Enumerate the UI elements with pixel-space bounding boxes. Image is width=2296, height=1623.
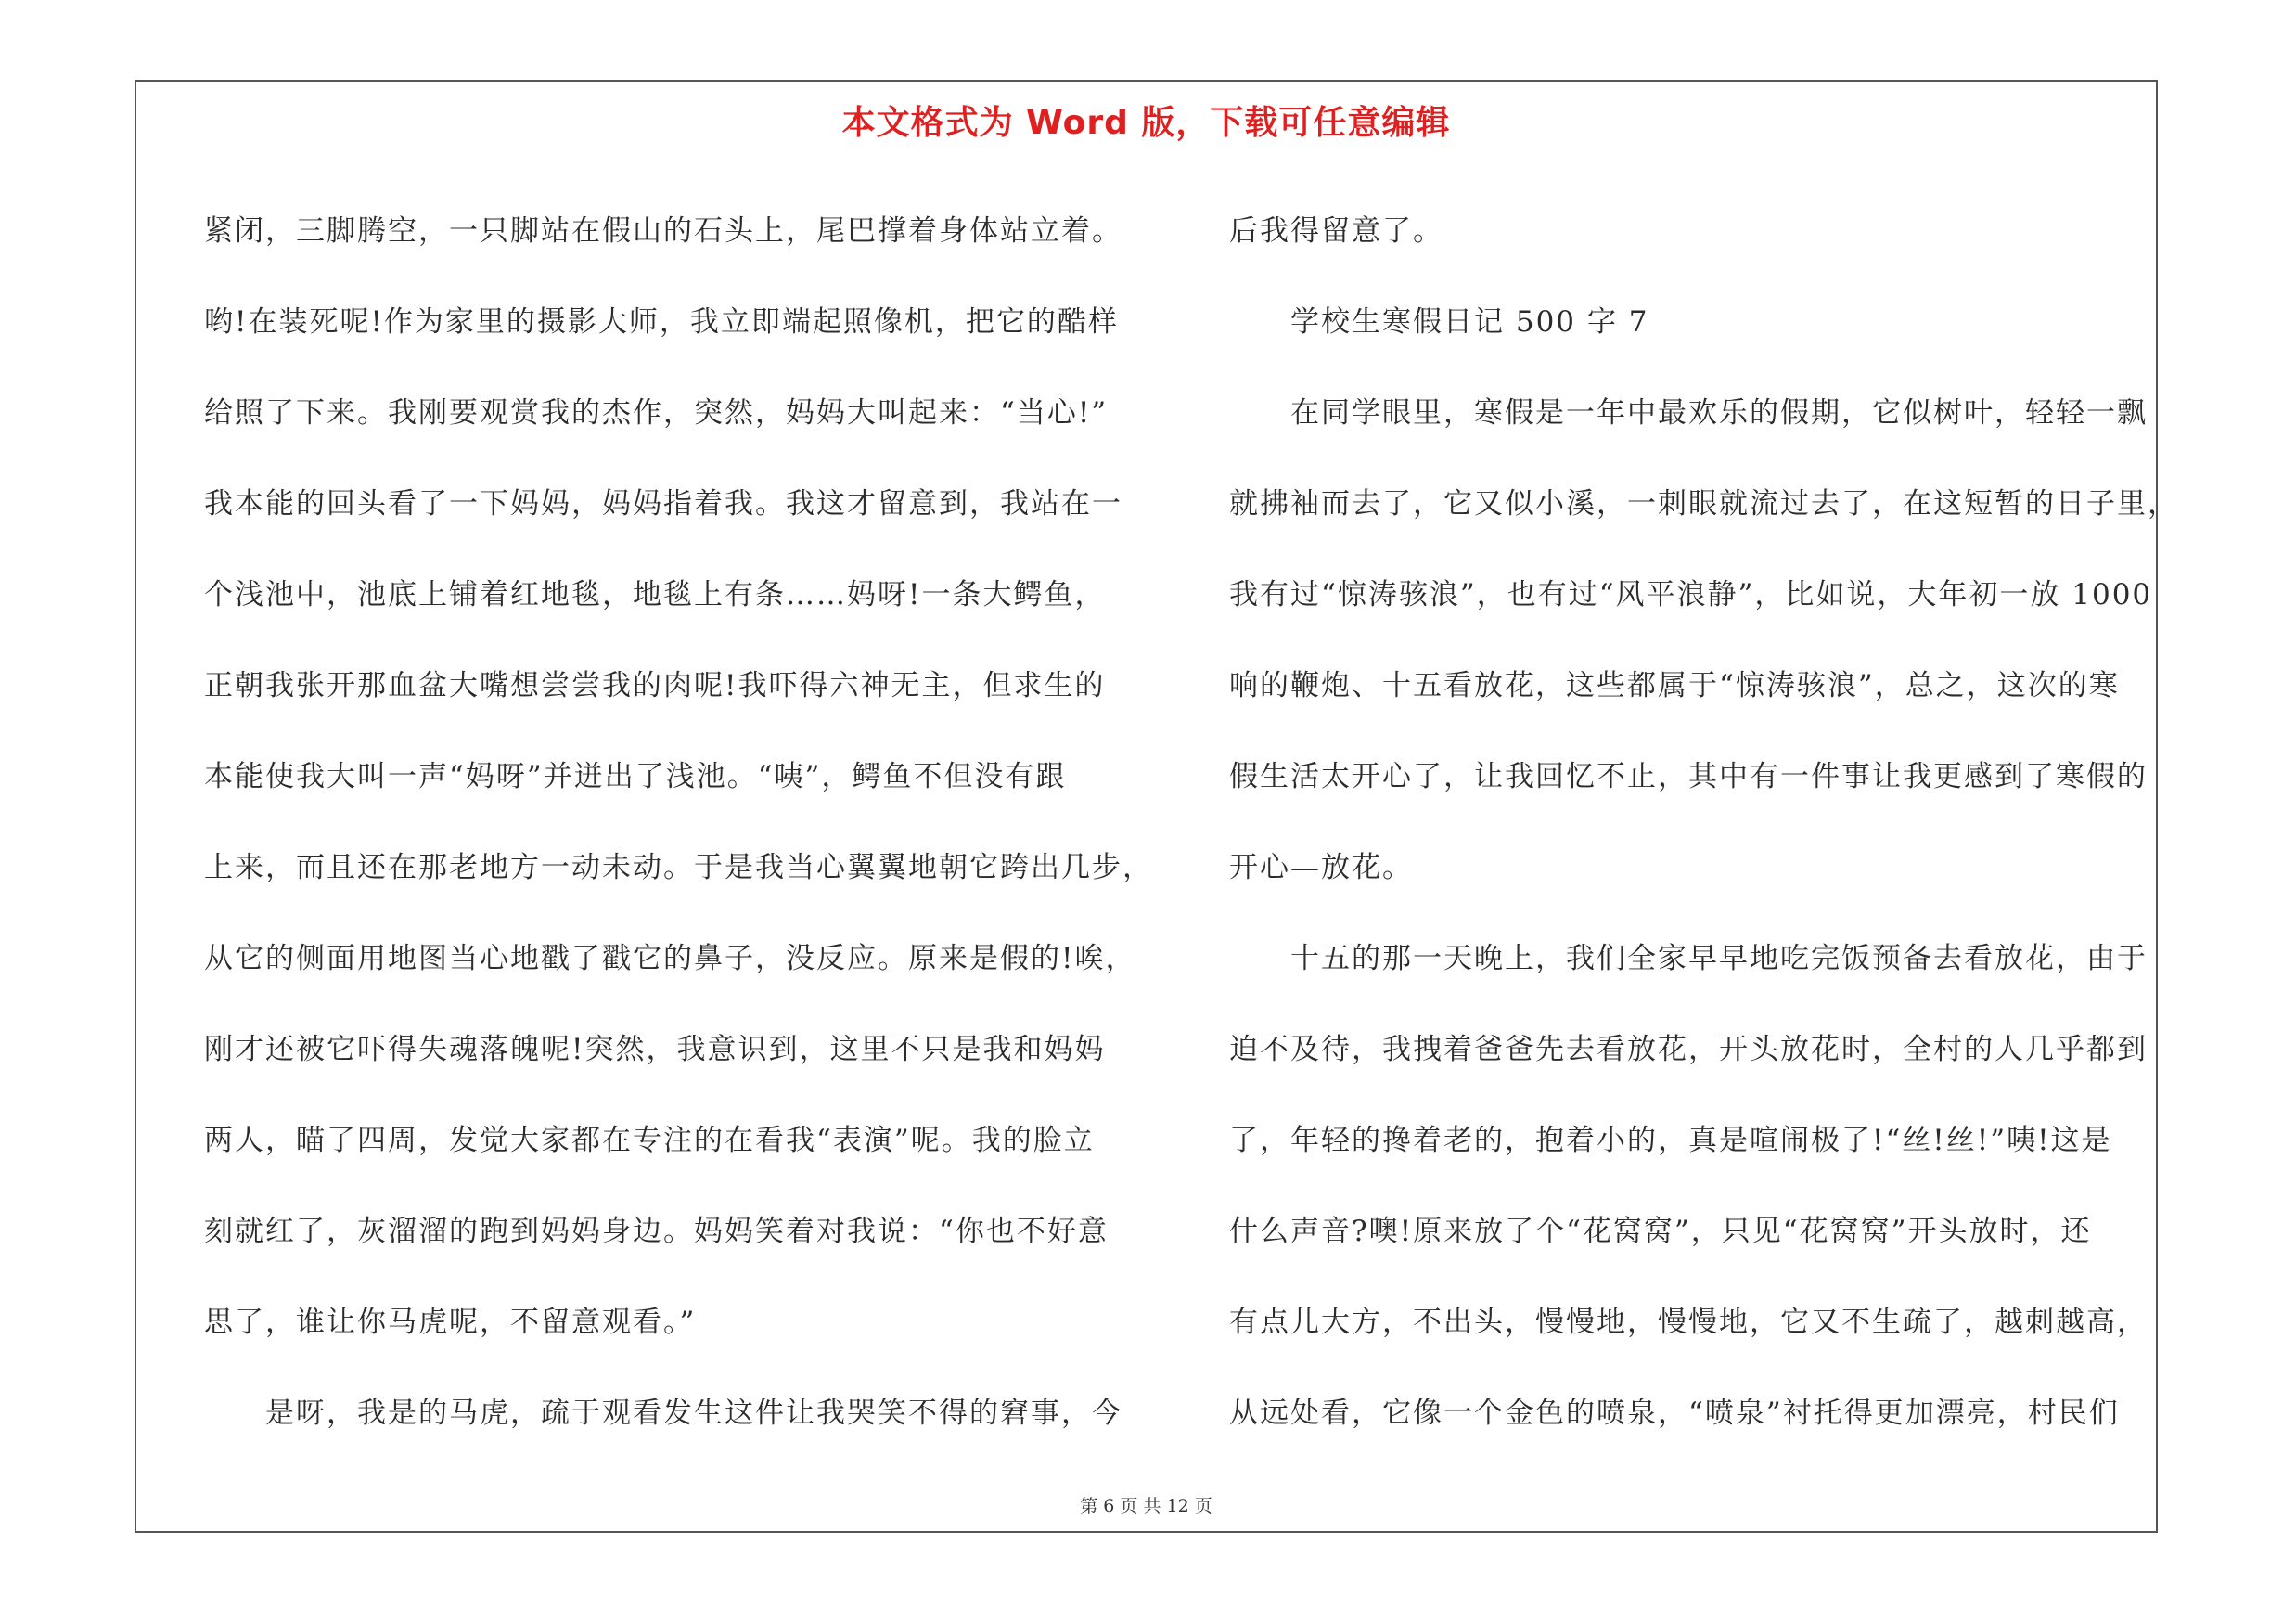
text-line: 有点儿大方，不出头，慢慢地，慢慢地，它又不生疏了，越刺越高， bbox=[1229, 1306, 2148, 1339]
text-line: 两人，瞄了四周，发觉大家都在专注的在看我“表演”呢。我的脸立 bbox=[204, 1124, 1095, 1157]
text-line: 上来，而且还在那老地方一动未动。于是我当心翼翼地朝它跨出几步， bbox=[204, 851, 1153, 884]
text-line: 在同学眼里，寒假是一年中最欢乐的假期，它似树叶，轻轻一飘 bbox=[1290, 396, 2148, 430]
text-line: 我本能的回头看了一下妈妈，妈妈指着我。我这才留意到，我站在一 bbox=[204, 487, 1122, 521]
text-line: 给照了下来。我刚要观赏我的杰作，突然，妈妈大叫起来：“当心!” bbox=[204, 396, 1109, 430]
text-line: 刚才还被它吓得失魂落魄呢!突然，我意识到，这里不只是我和妈妈 bbox=[204, 1033, 1106, 1066]
text-line: 就拂袖而去了，它又似小溪，一刺眼就流过去了，在这短暂的日子里， bbox=[1229, 487, 2178, 521]
page-number: 第 6 页 共 12 页 bbox=[1080, 1496, 1212, 1516]
header-banner: 本文格式为 Word 版，下载可任意编辑 bbox=[841, 104, 1451, 142]
text-line: 假生活太开心了，让我回忆不止，其中有一件事让我更感到了寒假的 bbox=[1229, 760, 2148, 793]
text-line: 了，年轻的搀着老的，抱着小的，真是喧闹极了!“丝!丝!”咦!这是 bbox=[1229, 1124, 2112, 1157]
text-line: 本能使我大叫一声“妈呀”并迸出了浅池。“咦”，鳄鱼不但没有跟 bbox=[204, 760, 1067, 793]
text-line: 正朝我张开那血盆大嘴想尝尝我的肉呢!我吓得六神无主，但求生的 bbox=[204, 669, 1106, 702]
text-line: 响的鞭炮、十五看放花，这些都属于“惊涛骇浪”，总之，这次的寒 bbox=[1229, 669, 2120, 702]
text-line: 从远处看，它像一个金色的喷泉，“喷泉”衬托得更加漂亮，村民们 bbox=[1229, 1397, 2120, 1430]
text-line: 十五的那一天晚上，我们全家早早地吃完饭预备去看放花，由于 bbox=[1290, 942, 2148, 975]
text-line: 刻就红了，灰溜溜的跑到妈妈身边。妈妈笑着对我说：“你也不好意 bbox=[204, 1215, 1109, 1248]
text-line: 思了，谁让你马虎呢，不留意观看。” bbox=[204, 1306, 697, 1339]
text-line: 后我得留意了。 bbox=[1229, 214, 1443, 248]
text-line: 个浅池中，池底上铺着红地毯，地毯上有条……妈呀!一条大鳄鱼， bbox=[204, 578, 1106, 612]
text-line: 我有过“惊涛骇浪”，也有过“风平浪静”，比如说，大年初一放 1000 bbox=[1229, 578, 2153, 612]
right-text-column bbox=[1229, 186, 2178, 1459]
text-line: 迫不及待，我拽着爸爸先去看放花，开头放花时，全村的人几乎都到 bbox=[1229, 1033, 2148, 1066]
text-line: 哟!在装死呢!作为家里的摄影大师，我立即端起照像机，把它的酷样 bbox=[204, 305, 1119, 339]
text-line: 什么声音?噢!原来放了个“花窝窝”，只见“花窝窝”开头放时，还 bbox=[1229, 1215, 2092, 1248]
text-line: 是呀，我是的马虎，疏于观看发生这件让我哭笑不得的窘事，今 bbox=[265, 1397, 1122, 1430]
text-line: 学校生寒假日记 500 字 7 bbox=[1290, 305, 1649, 339]
left-text-column bbox=[204, 186, 1153, 1459]
document-page bbox=[135, 80, 2178, 1533]
text-line: 紧闭，三脚腾空，一只脚站在假山的石头上，尾巴撑着身体站立着。 bbox=[204, 214, 1122, 248]
text-line: 开心—放花。 bbox=[1229, 851, 1413, 884]
text-line: 从它的侧面用地图当心地戳了戳它的鼻子，没反应。原来是假的!唉， bbox=[204, 942, 1136, 975]
